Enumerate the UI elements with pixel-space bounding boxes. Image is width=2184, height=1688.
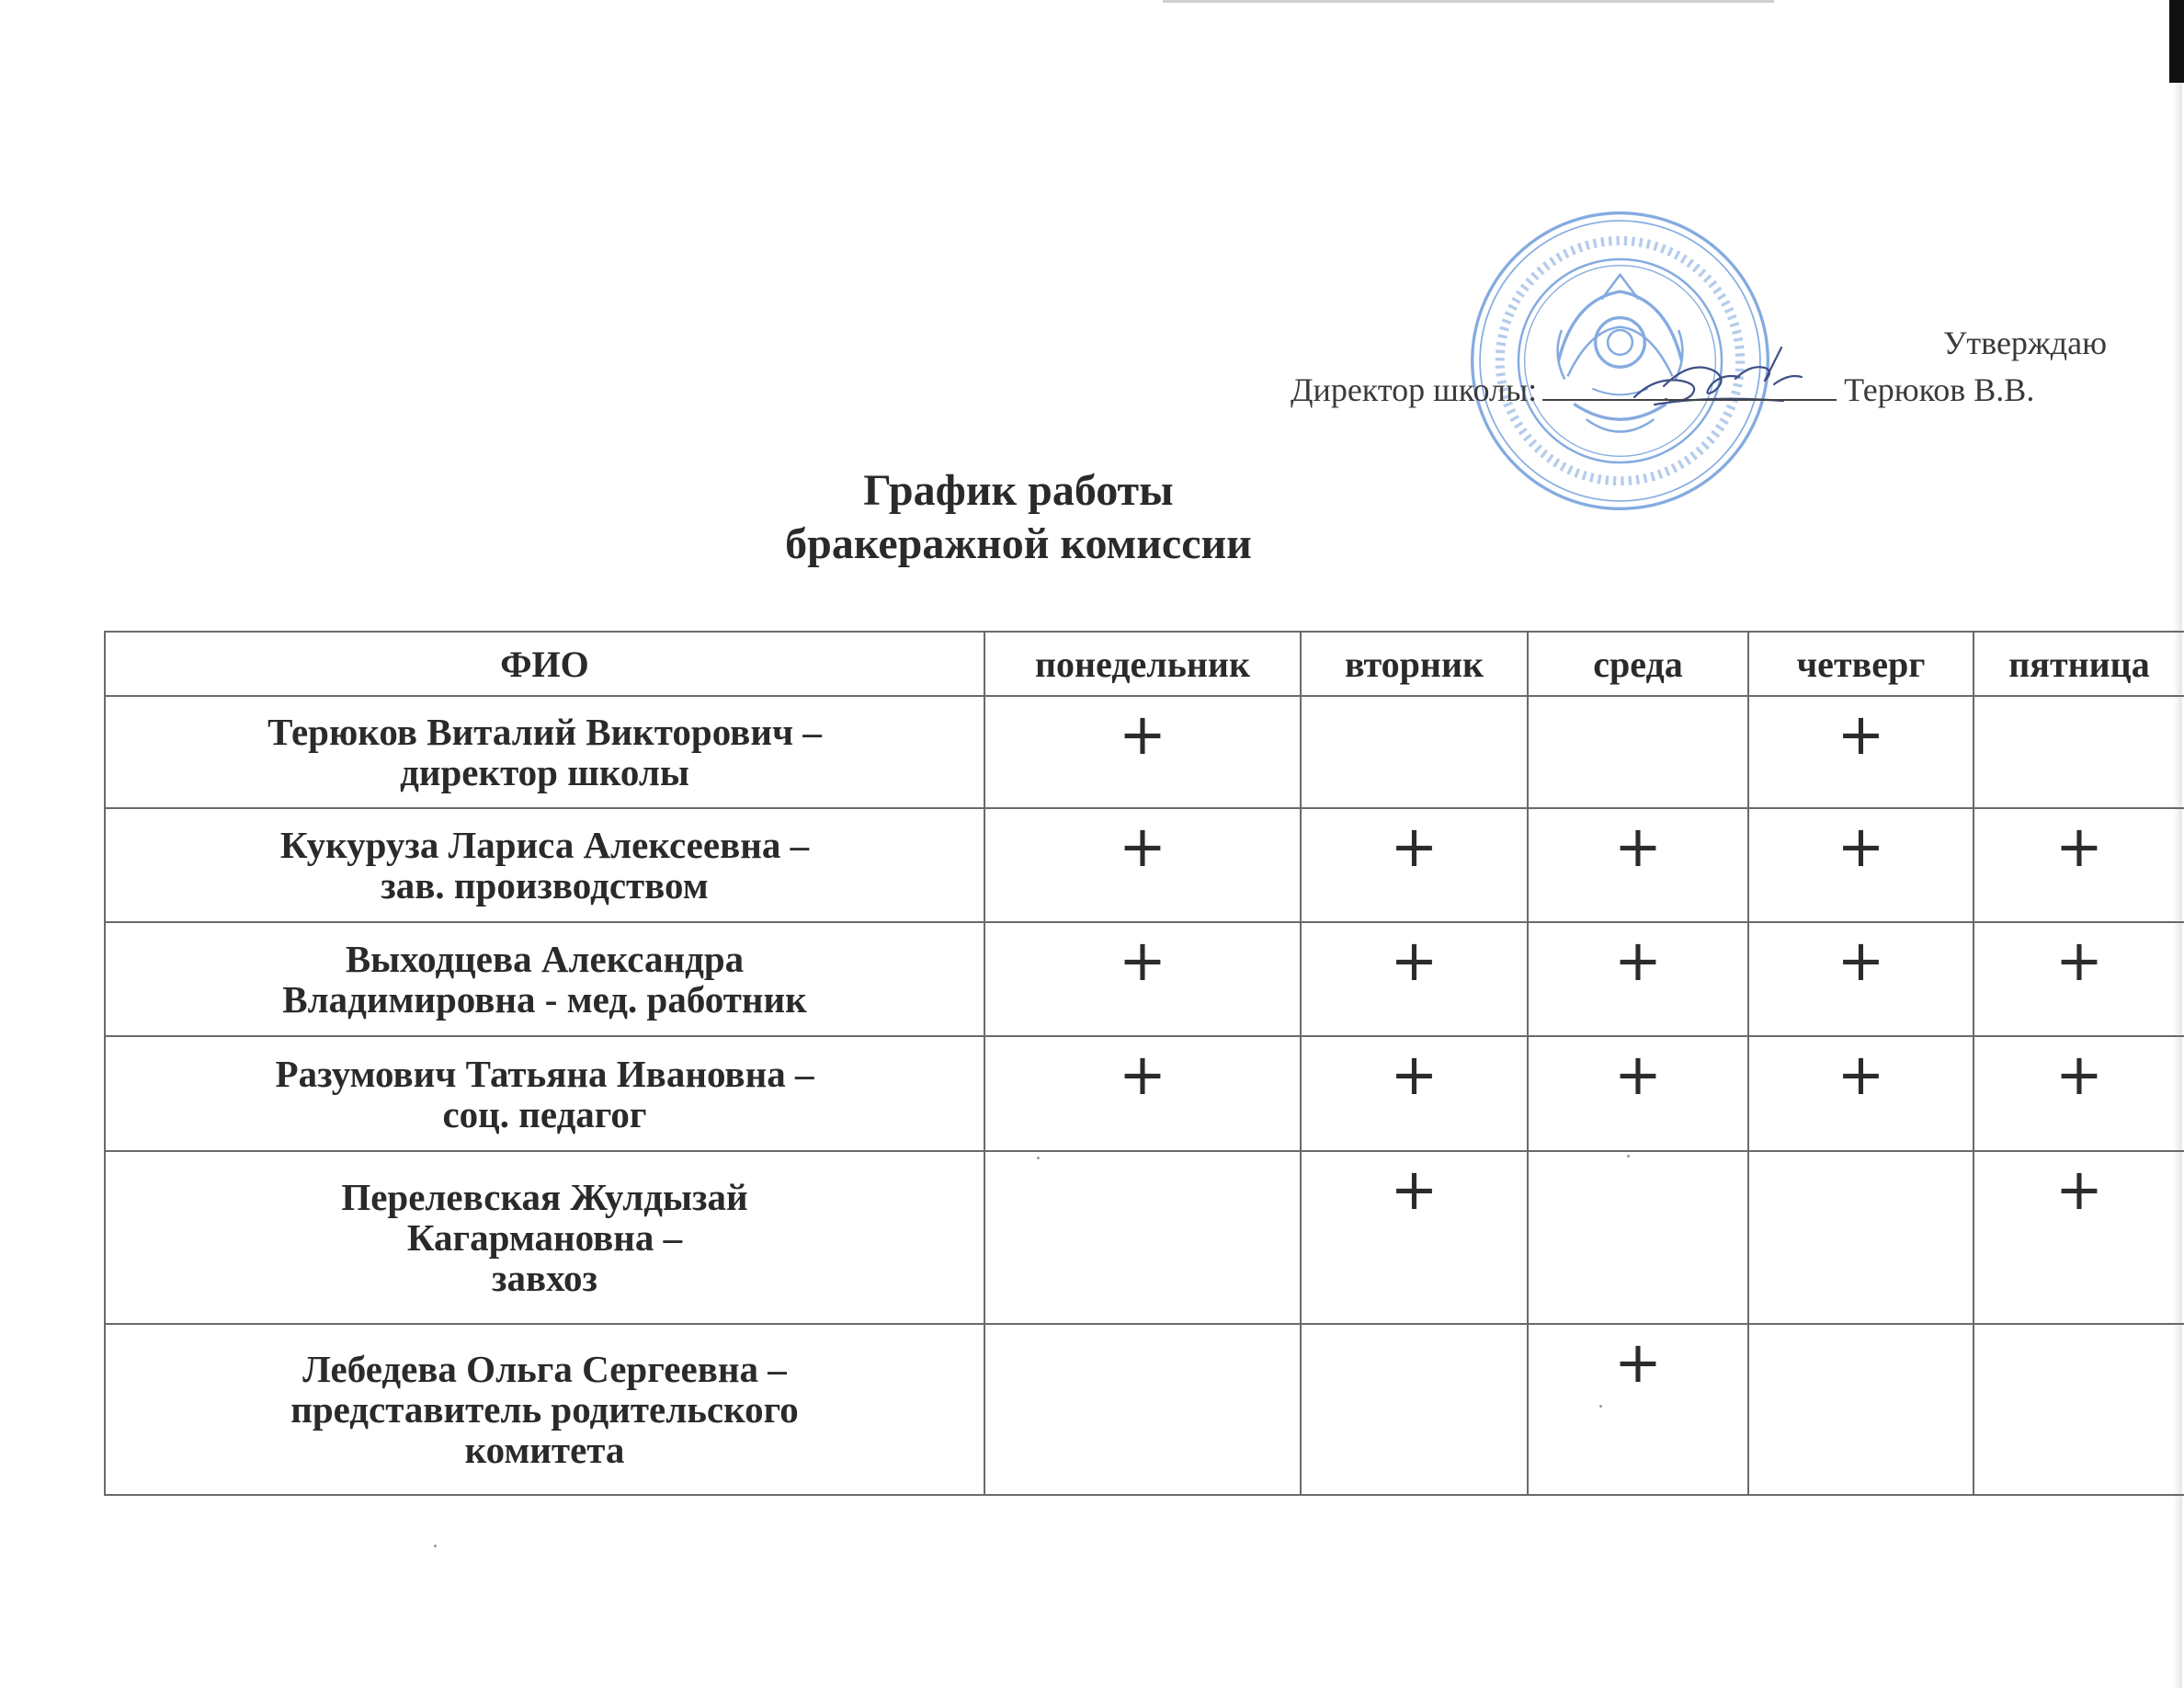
member-name-line: завхоз [491, 1257, 598, 1299]
attendance-mark: + [1119, 1041, 1166, 1108]
schedule-table [104, 631, 2184, 1496]
attendance-cell-monday [984, 1036, 1301, 1151]
signature-line [1542, 368, 1837, 401]
header-monday: понедельник [984, 632, 1301, 696]
member-name-line: Лебедева Ольга Сергеевна – [302, 1348, 787, 1390]
scan-speck [434, 1545, 437, 1547]
attendance-cell-tuesday [1301, 808, 1528, 922]
attendance-cell-friday [1974, 808, 2184, 922]
attendance-mark: + [2055, 1156, 2103, 1223]
attendance-cell-tuesday [1301, 696, 1528, 808]
attendance-mark: + [1119, 813, 1166, 880]
attendance-mark: + [1390, 1156, 1439, 1223]
attendance-mark: + [2055, 1041, 2103, 1108]
header-fio: ФИО [105, 632, 984, 696]
director-name: Терюков В.В. [1844, 371, 2035, 408]
scan-speck [1599, 1405, 1602, 1408]
director-label: Директор школы: [1291, 371, 1538, 408]
attendance-cell-thursday [1748, 1151, 1974, 1324]
attendance-cell-tuesday [1301, 922, 1528, 1036]
scan-speck [1627, 1155, 1630, 1158]
member-name-line: соц. педагог [442, 1092, 647, 1135]
table-row [105, 1151, 2184, 1324]
attendance-cell-tuesday [1301, 1036, 1528, 1151]
attendance-mark: + [1837, 927, 1885, 994]
member-name-line: Разумович Татьяна Ивановна – [275, 1052, 814, 1095]
attendance-mark: + [1390, 1041, 1439, 1108]
attendance-cell-wednesday [1528, 1036, 1748, 1151]
member-name-line: зав. производством [381, 864, 709, 907]
attendance-cell-monday [984, 1151, 1301, 1324]
attendance-mark: + [1390, 927, 1439, 994]
attendance-mark: + [2055, 813, 2103, 880]
table-row [105, 808, 2184, 922]
attendance-cell-tuesday [1301, 1151, 1528, 1324]
member-name-cell [105, 1151, 984, 1324]
attendance-cell-monday [984, 808, 1301, 922]
member-name-line: Кагармановна – [406, 1216, 683, 1259]
header-wednesday: среда [1528, 632, 1748, 696]
member-name-cell [105, 1324, 984, 1495]
attendance-mark: + [1614, 1041, 1662, 1108]
attendance-cell-monday [984, 922, 1301, 1036]
attendance-cell-wednesday [1528, 922, 1748, 1036]
attendance-cell-thursday [1748, 1036, 1974, 1151]
attendance-cell-thursday [1748, 922, 1974, 1036]
scan-top-edge-line [1163, 0, 1774, 3]
member-name-line: директор школы [400, 751, 689, 793]
attendance-mark: + [1614, 927, 1662, 994]
member-name-line: Кукуруза Лариса Алексеевна – [279, 824, 810, 866]
attendance-cell-thursday [1748, 696, 1974, 808]
attendance-mark: + [1837, 813, 1885, 880]
header-friday: пятница [1974, 632, 2184, 696]
table-row [105, 696, 2184, 808]
title-line-1: График работы [863, 466, 1174, 515]
header-row [105, 632, 2184, 696]
header-tuesday: вторник [1301, 632, 1528, 696]
table-row [105, 1036, 2184, 1151]
attendance-cell-thursday [1748, 808, 1974, 922]
attendance-cell-friday [1974, 696, 2184, 808]
attendance-cell-wednesday [1528, 1324, 1748, 1495]
member-name-line: комитета [464, 1429, 625, 1471]
attendance-cell-wednesday [1528, 1151, 1748, 1324]
member-name-line: Выходцева Александра [345, 938, 745, 980]
attendance-cell-tuesday [1301, 1324, 1528, 1495]
attendance-cell-monday [984, 1324, 1301, 1495]
approval-label: Утверждаю [1942, 325, 2107, 361]
schedule-body [105, 696, 2184, 1495]
attendance-cell-wednesday [1528, 696, 1748, 808]
member-name-cell [105, 1036, 984, 1151]
attendance-mark: + [1119, 701, 1166, 768]
table-row [105, 922, 2184, 1036]
director-approval-line [1291, 368, 2034, 409]
attendance-mark: + [1614, 813, 1662, 880]
attendance-cell-monday [984, 696, 1301, 808]
member-name-cell [105, 808, 984, 922]
scan-right-edge [2169, 0, 2184, 83]
member-name-line: Перелевская Жулдызай [341, 1176, 748, 1218]
attendance-mark: + [1119, 927, 1166, 994]
member-name-line: Терюков Виталий Викторович – [267, 711, 822, 753]
attendance-mark: + [2055, 927, 2103, 994]
member-name-cell [105, 922, 984, 1036]
attendance-mark: + [1837, 1041, 1885, 1108]
title-line-2: бракеражной комиссии [785, 519, 1252, 568]
header-thursday: четверг [1748, 632, 1974, 696]
attendance-cell-friday [1974, 1151, 2184, 1324]
member-name-line: представитель родительского [290, 1388, 799, 1431]
attendance-cell-friday [1974, 922, 2184, 1036]
table-row [105, 1324, 2184, 1495]
attendance-cell-friday [1974, 1036, 2184, 1151]
scan-speck [1037, 1157, 1040, 1159]
member-name-line: Владимировна - мед. работник [282, 978, 807, 1021]
member-name-cell [105, 696, 984, 808]
attendance-cell-thursday [1748, 1324, 1974, 1495]
attendance-cell-wednesday [1528, 808, 1748, 922]
document-title [0, 464, 2184, 571]
attendance-mark: + [1614, 1329, 1662, 1396]
attendance-mark: + [1390, 813, 1439, 880]
attendance-cell-friday [1974, 1324, 2184, 1495]
attendance-mark: + [1837, 701, 1885, 768]
